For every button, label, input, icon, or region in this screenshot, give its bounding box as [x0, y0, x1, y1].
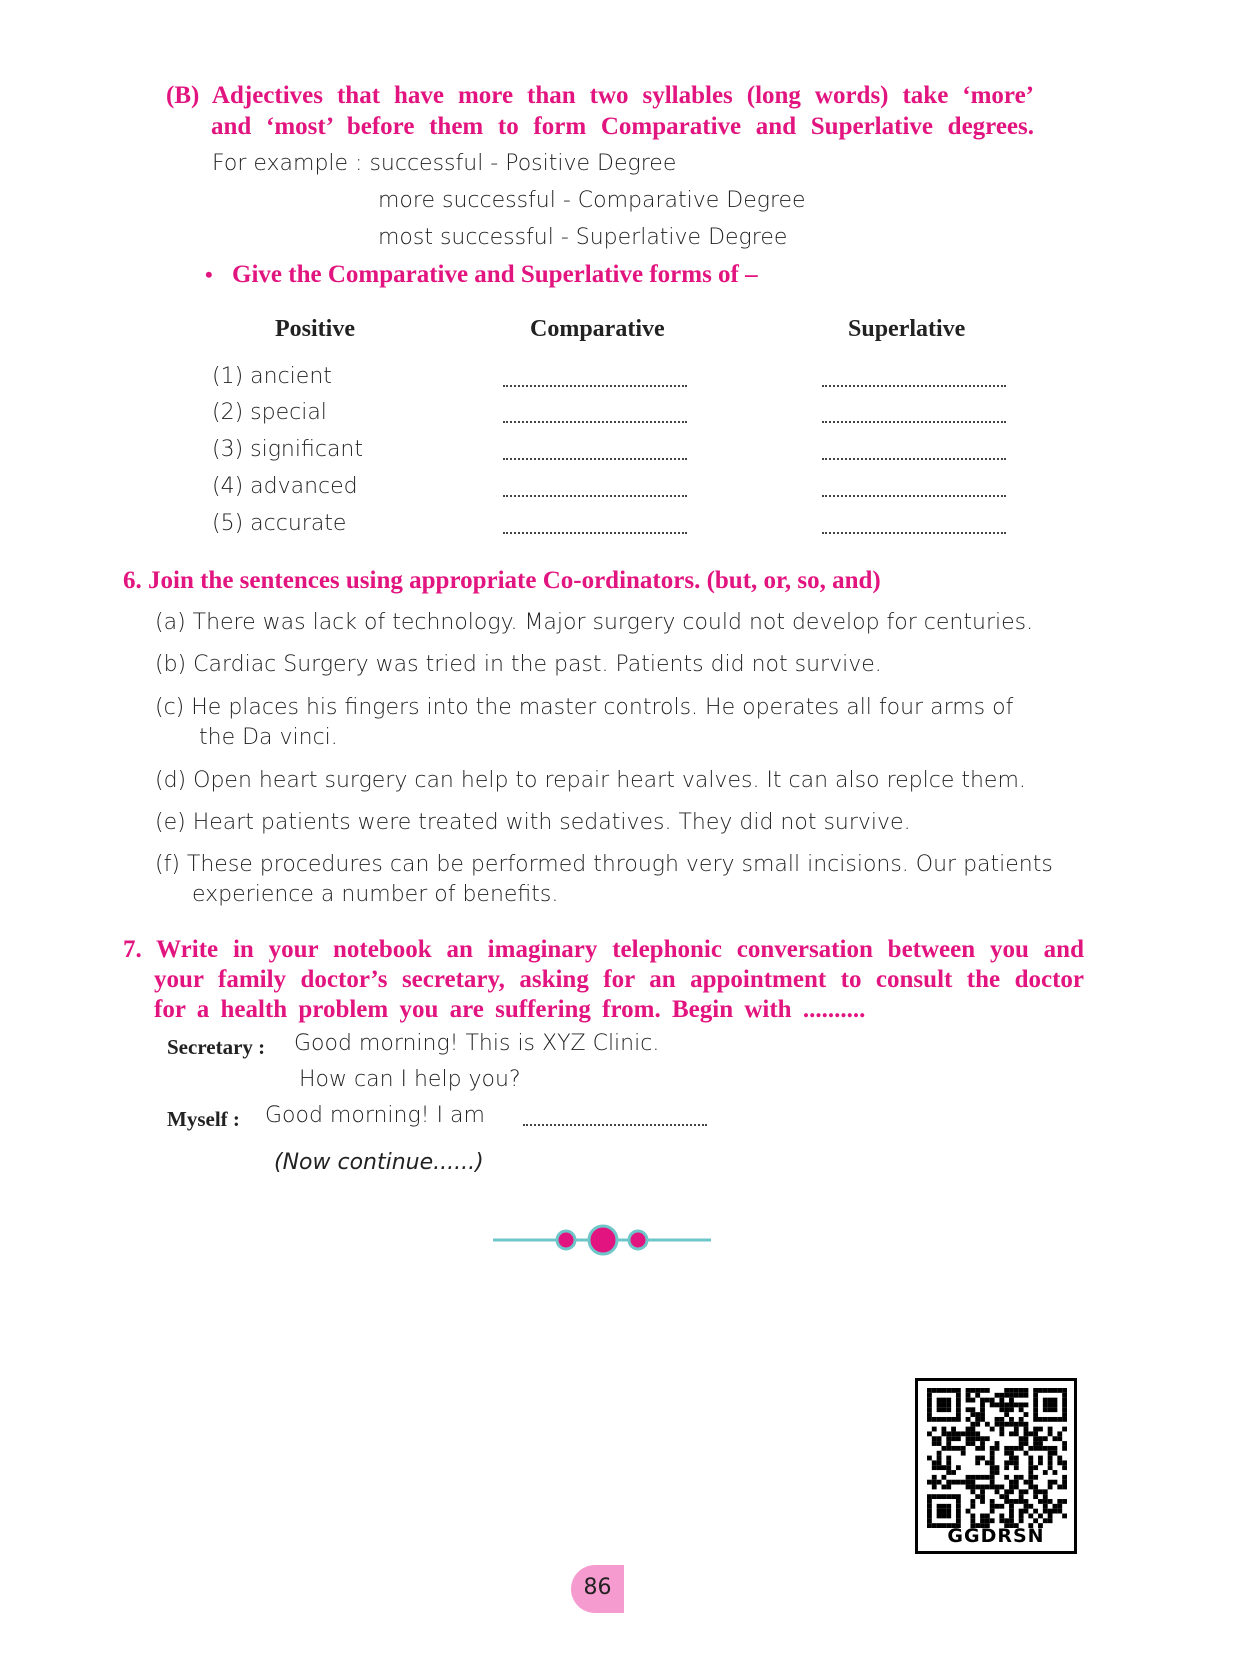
blank-line	[503, 458, 687, 460]
blank-line	[822, 458, 1006, 460]
example-line2: more successful - Comparative Degree	[378, 188, 806, 213]
continue-note: (Now continue......)	[274, 1150, 484, 1175]
q6-item-d: (d) Open heart surgery can help to repair heart valves. It can also replce them.	[155, 768, 1026, 793]
blank-line	[822, 385, 1006, 387]
header-positive: Positive	[275, 316, 355, 342]
q6-item-b: (b) Cardiac Surgery was tried in the past. Patients did not survive.	[155, 652, 882, 677]
secretary-label: Secretary :	[167, 1035, 266, 1059]
example-line1: For example : successful - Positive Degree	[212, 151, 677, 176]
table-row-word: (1) ancient	[212, 364, 332, 389]
qr-pattern	[927, 1388, 1067, 1528]
table-row-word: (3) significant	[212, 437, 363, 462]
q6-item-e: (e) Heart patients were treated with sedatives. They did not survive.	[155, 810, 911, 835]
bullet-icon: •	[205, 262, 213, 287]
table-row-word: (4) advanced	[212, 474, 358, 499]
header-comparative: Comparative	[530, 316, 665, 342]
q7-line2: your family doctor’s secretary, asking for an appointment to consult the doctor	[154, 966, 1084, 993]
bullet-instruction: Give the Comparative and Superlative forms of –	[232, 261, 758, 288]
q6-item-c-line1: (c) He places his fingers into the master controls. He operates all four arms of	[155, 695, 1014, 720]
blank-line	[503, 532, 687, 534]
page-number: 86	[583, 1575, 612, 1600]
q7-line3: for a health problem you are suffering from. Begin with ..........	[154, 996, 866, 1023]
myself-line: Good morning! I am	[265, 1103, 485, 1128]
blank-line	[822, 532, 1006, 534]
table-row-word: (5) accurate	[212, 511, 347, 536]
blank-line	[822, 421, 1006, 423]
blank-line	[822, 495, 1006, 497]
blank-line	[503, 495, 687, 497]
blank-line	[503, 421, 687, 423]
section-b-line2: and ‘most’ before them to form Comparative and Superlative degrees.	[211, 113, 1034, 140]
page-number-badge	[571, 1565, 624, 1613]
q6-item-a: (a) There was lack of technology. Major surgery could not develop for centuries.	[155, 610, 1034, 635]
q7-line1: 7. Write in your notebook an imaginary telephonic conversation between you and	[123, 936, 1084, 963]
qr-code-label: GGDRSN	[947, 1525, 1045, 1547]
q6-item-f-line2: experience a number of benefits.	[192, 882, 559, 907]
table-row-word: (2) special	[212, 400, 327, 425]
myself-label: Myself :	[167, 1107, 240, 1131]
q6-item-f-line1: (f) These procedures can be performed through very small incisions. Our patients	[155, 852, 1053, 877]
qr-code	[915, 1378, 1077, 1554]
secretary-line1: Good morning! This is XYZ Clinic.	[294, 1031, 660, 1056]
header-superlative: Superlative	[848, 316, 966, 342]
q6-title: 6. Join the sentences using appropriate Co-ordinators. (but, or, so, and)	[123, 567, 881, 594]
blank-line	[503, 385, 687, 387]
section-b-line1: (B) Adjectives that have more than two syllables (long words) take ‘more’	[166, 82, 1034, 109]
example-line3: most successful - Superlative Degree	[378, 225, 788, 250]
divider-ornament	[493, 1222, 715, 1258]
q6-item-c-line2: the Da vinci.	[199, 725, 338, 750]
secretary-line2: How can I help you?	[299, 1067, 521, 1092]
blank-line	[523, 1124, 707, 1126]
